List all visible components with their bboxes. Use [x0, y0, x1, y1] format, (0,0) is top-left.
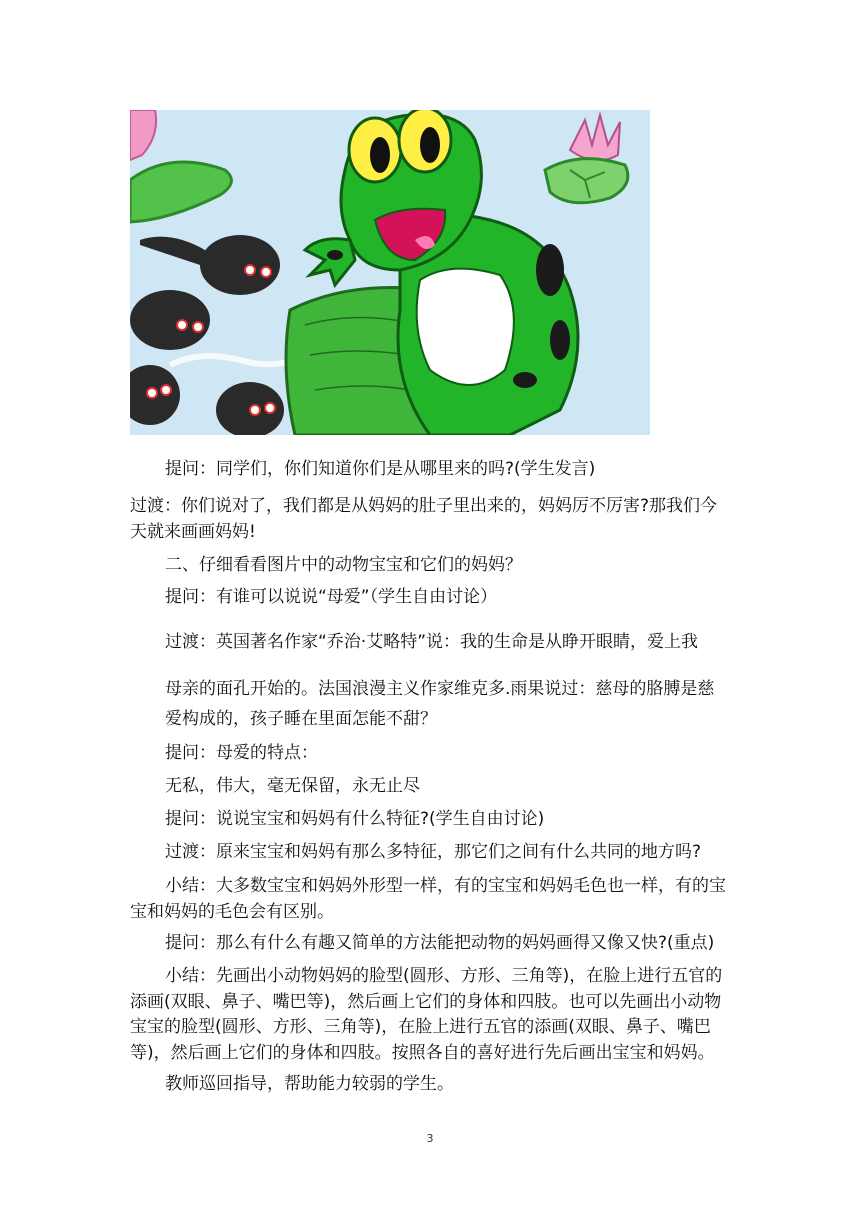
paragraph-summary-appearance-line1: 小结：大多数宝宝和妈妈外形型一样，有的宝宝和妈妈毛色也一样，有的宝: [165, 876, 726, 896]
paragraph-question-characteristics: 提问：说说宝宝和妈妈有什么特征?(学生自由讨论): [165, 809, 545, 829]
paragraph-transition-quote-line2: 母亲的面孔开始的。法国浪漫主义作家维克多.雨果说过：慈母的胳膊是慈: [165, 679, 715, 699]
paragraph-transition-mother-line2: 天就来画画妈妈!: [130, 522, 256, 542]
paragraph-transition-common: 过渡：原来宝宝和妈妈有那么多特征，那它们之间有什么共同的地方吗?: [165, 842, 702, 862]
paragraph-question-features: 提问：母爱的特点：: [165, 743, 318, 763]
paragraph-summary-method-line3: 宝宝的脸型(圆形、方形、三角等)，在脸上进行五官的添画(双眼、鼻子、嘴巴: [130, 1017, 711, 1037]
paragraph-transition-quote-line1: 过渡：英国著名作家“乔治·艾略特”说：我的生命是从睁开眼睛，爱上我: [165, 632, 699, 652]
paragraph-summary-appearance-line2: 宝和妈妈的毛色会有区别。: [130, 902, 334, 922]
frog-tadpole-illustration: [130, 110, 650, 435]
paragraph-transition-mother-line1: 过渡：你们说对了，我们都是从妈妈的肚子里出来的，妈妈厉不厉害?那我们今: [130, 496, 718, 516]
tadpole: [130, 290, 210, 350]
paragraph-summary-method-line1: 小结：先画出小动物妈妈的脸型(圆形、方形、三角等)，在脸上进行五官的: [165, 966, 723, 986]
paragraph-teacher-guidance: 教师巡回指导，帮助能力较弱的学生。: [165, 1074, 454, 1094]
section-heading-two: 二、仔细看看图片中的动物宝宝和它们的妈妈？: [165, 555, 522, 575]
page-number: 3: [426, 1132, 434, 1145]
paragraph-question-maternal-love: 提问：有谁可以说说“母爱”（学生自由讨论）: [165, 587, 498, 607]
paragraph-question-method: 提问：那么有什么有趣又简单的方法能把动物的妈妈画得又像又快?(重点): [165, 933, 715, 953]
frog-tadpole-drawing: [130, 110, 650, 435]
paragraph-summary-method-line2: 添画(双眼、鼻子、嘴巴等)，然后画上它们的身体和四肢。也可以先画出小动物: [130, 992, 722, 1012]
paragraph-question-origin: 提问：同学们，你们知道你们是从哪里来的吗?(学生发言): [165, 459, 596, 479]
paragraph-transition-quote-line3: 爱构成的，孩子睡在里面怎能不甜？: [165, 709, 437, 729]
paragraph-summary-method-line4: 等)，然后画上它们的身体和四肢。按照各自的喜好进行先后画出宝宝和妈妈。: [130, 1043, 715, 1063]
paragraph-love-traits: 无私，伟大，毫无保留，永无止尽: [165, 776, 420, 796]
